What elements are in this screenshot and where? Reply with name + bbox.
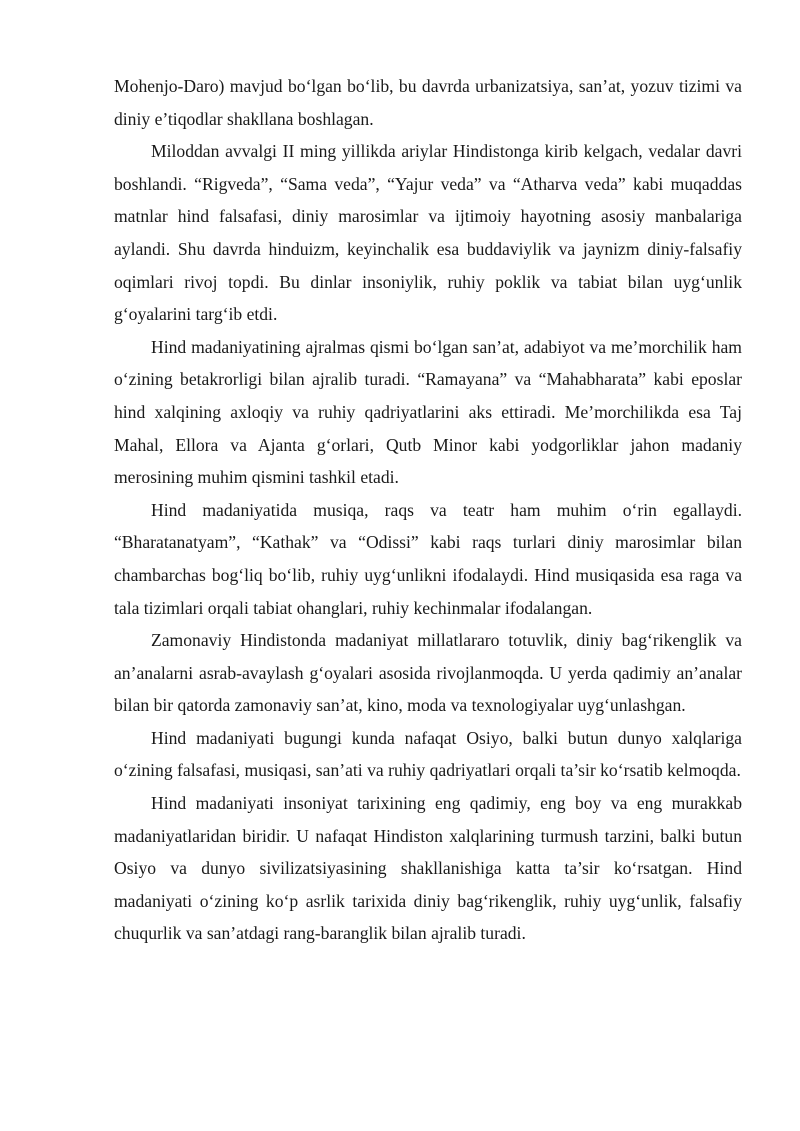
paragraph-art-architecture: Hind madaniyatining ajralmas qismi bo‘lgan san’at, adabiyot va me’morchilik ham o‘zining betakrorligi bilan ajralib turadi. “Ramayana” va “Mahabharata” kabi eposlar hind xalqining axloqiy va ruhiy qadriyatlarini aks ettiradi. Me’morchilikda esa Taj Mahal, Ellora va Ajanta g‘orlari, Qutb Minor kabi yodgorliklar jahon madaniy merosining muhim qismini tashkil etadi. <box>114 336 742 488</box>
paragraph-modern-india: Zamonaviy Hindistonda madaniyat millatlararo totuvlik, diniy bag‘rikenglik va an’analarni asrab-avaylash g‘oyalari asosida rivojlanmoqda. U yerda qadimiy an’analar bilan bir qatorda zamonaviy san’at, kino, moda va texnologiyalar uyg‘unlashgan. <box>114 630 742 716</box>
paragraph-conclusion: Hind madaniyati insoniyat tarixining eng qadimiy, eng boy va eng murakkab madaniyatlaridan biridir. U nafaqat Hindiston xalqlarining turmush tarzini, balki butun Osiyo va dunyo sivilizatsiyasining shakllanishiga katta ta’sir ko‘rsatgan. Hind madaniyati o‘zining ko‘p asrlik tarixida diniy bag‘rikenglik, ruhiy uyg‘unlik, falsafiy chuqurlik va san’atdagi rang-baranglik bilan ajralib turadi. <box>114 793 742 944</box>
paragraph-global-influence: Hind madaniyati bugungi kunda nafaqat Osiyo, balki butun dunyo xalqlariga o‘zining falsafasi, musiqasi, san’ati va ruhiy qadriyatlari orqali ta’sir ko‘rsatib kelmoqda. <box>114 727 742 781</box>
paragraph-music-dance: Hind madaniyatida musiqa, raqs va teatr ham muhim o‘rin egallaydi. “Bharatanatyam”, “Kathak” va “Odissi” kabi raqs turlari diniy marosimlar bilan chambarchas bog‘liq bo‘lib, ruhiy uyg‘unlikni ifodalaydi. Hind musiqasida esa raga va tala tizimlari orqali tabiat ohanglari, ruhiy kechinmalar ifodalangan. <box>114 499 742 618</box>
paragraph-continuation: Mohenjo-Daro) mavjud bo‘lgan bo‘lib, bu davrda urbanizatsiya, san’at, yozuv tizimi va diniy e’tiqodlar shakllana boshlagan. <box>114 76 742 129</box>
paragraph-vedic-period: Miloddan avvalgi II ming yillikda ariylar Hindistonga kirib kelgach, vedalar davri boshlandi. “Rigveda”, “Sama veda”, “Yajur veda” va “Atharva veda” kabi muqaddas matnlar hind falsafasi, diniy marosimlar va ijtimoiy hayotning asosiy manbalariga aylandi. Shu davrda hinduizm, keyinchalik esa buddaviylik va jaynizm diniy-falsafiy oqimlari rivoj topdi. Bu dinlar insoniylik, ruhiy poklik va tabiat bilan uyg‘unlik g‘oyalarini targ‘ib etdi. <box>114 141 742 325</box>
document-page <box>114 70 742 950</box>
